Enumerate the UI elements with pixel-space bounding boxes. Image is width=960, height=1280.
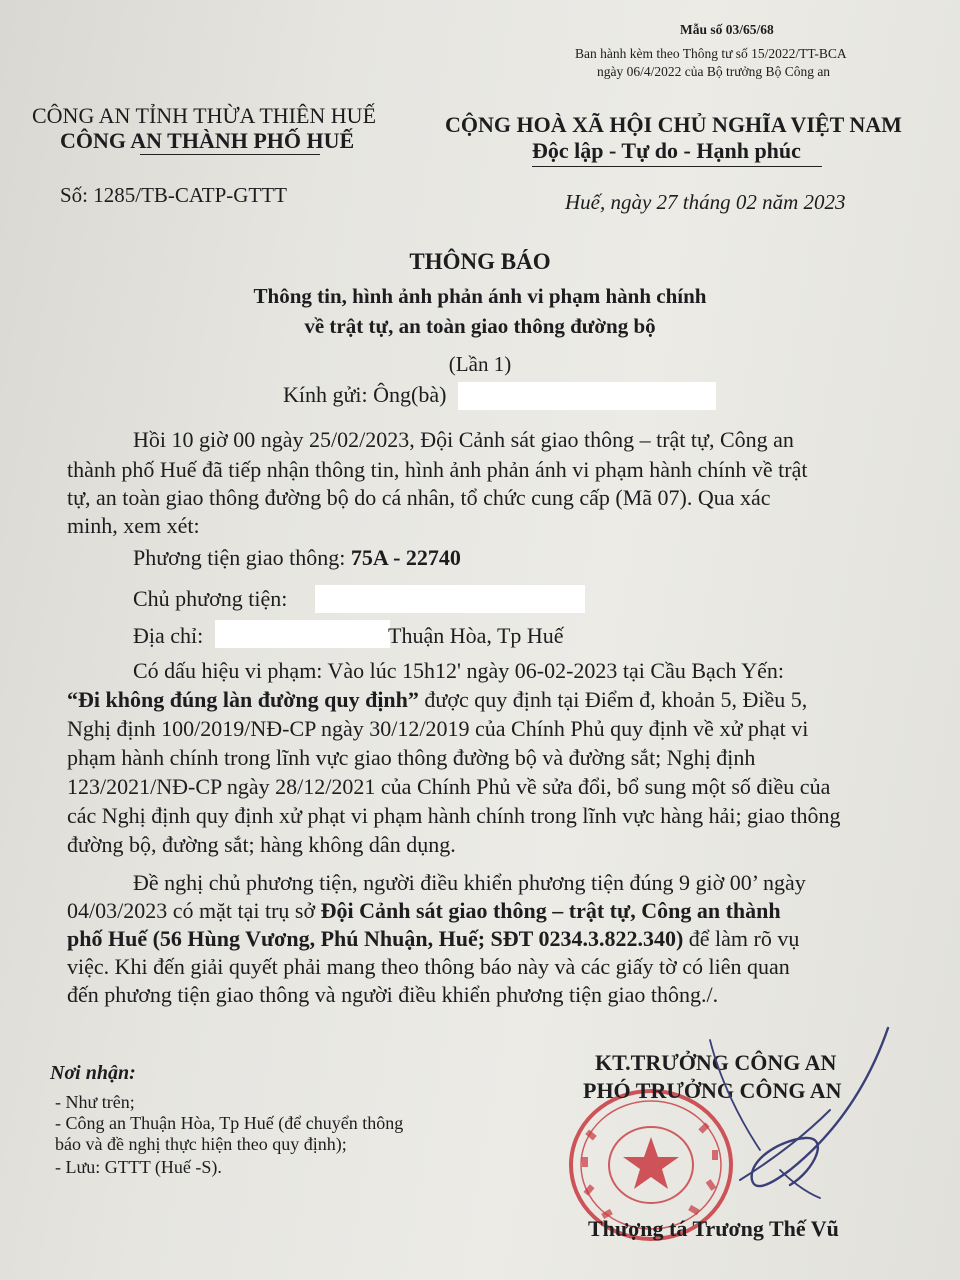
intro-line-1: Hồi 10 giờ 00 ngày 25/02/2023, Đội Cảnh sát giao thông – trật tự, Công an <box>133 427 794 452</box>
recipients-title: Nơi nhận: <box>50 1062 136 1084</box>
redacted-recipient-name <box>458 382 716 410</box>
request-line-3-rest: để làm rõ vụ <box>683 926 800 951</box>
agency-parent: CÔNG AN TỈNH THỪA THIÊN HUẾ <box>32 103 377 128</box>
agency-underline <box>140 154 320 155</box>
recipients-item-2: - Công an Thuận Hòa, Tp Huế (để chuyển thông <box>55 1113 404 1133</box>
violation-line-5: 123/2021/NĐ-CP ngày 28/12/2021 của Chính Phủ về sửa đổi, bổ sung một số điều của <box>67 774 831 799</box>
violation-act: “Đi không đúng làn đường quy định” <box>67 687 419 712</box>
form-issued-line2: ngày 06/4/2022 của Bộ trưởng Bộ Công an <box>597 64 831 79</box>
nation-name: CỘNG HOÀ XÃ HỘI CHỦ NGHĨA VIỆT NAM <box>445 112 902 137</box>
national-motto: Độc lập - Tự do - Hạnh phúc <box>532 138 801 163</box>
intro-line-3: tự, an toàn giao thông đường bộ do cá nhân, tổ chức cung cấp (Mã 07). Qua xác <box>67 485 771 510</box>
document-number: Số: 1285/TB-CATP-GTTT <box>60 183 287 207</box>
violation-line-2 <box>67 687 807 713</box>
motto-underline <box>532 166 822 167</box>
violation-line-7: đường bộ, đường sắt; hàng không dân dụng. <box>67 832 456 857</box>
signature-title-2: PHÓ TRƯỞNG CÔNG AN <box>583 1078 842 1103</box>
signature-title-1: KT.TRƯỞNG CÔNG AN <box>595 1050 837 1075</box>
violation-line-1: Có dấu hiệu vi phạm: Vào lúc 15h12' ngày 06-02-2023 tại Cầu Bạch Yến: <box>133 658 785 683</box>
signer-name: Thượng tá Trương Thế Vũ <box>588 1216 839 1241</box>
request-line-4: việc. Khi đến giải quyết phải mang theo thông báo này và các giấy tờ có liên quan <box>67 954 790 979</box>
handwritten-signature <box>640 1020 900 1210</box>
request-line-3 <box>67 926 799 952</box>
request-address: phố Huế (56 Hùng Vương, Phú Nhuận, Huế; SĐT 0234.3.822.340) <box>67 926 684 951</box>
violation-line-3: Nghị định 100/2019/NĐ-CP ngày 30/12/2019 của Chính Phủ quy định về xử phạt vi <box>67 716 809 741</box>
request-line-2-pre: 04/03/2023 có mặt tại trụ sở <box>67 898 321 923</box>
redacted-owner-name <box>315 585 585 613</box>
request-unit: Đội Cảnh sát giao thông – trật tự, Công an thành <box>320 898 781 923</box>
vehicle-label: Phương tiện giao thông: <box>133 545 346 570</box>
address-visible: Thuận Hòa, Tp Huế <box>388 623 564 648</box>
form-number: Mẫu số 03/65/68 <box>680 22 774 37</box>
license-plate: 75A - 22740 <box>350 545 461 570</box>
redacted-address <box>215 620 390 648</box>
recipients-item-4: - Lưu: GTTT (Huế -S). <box>55 1157 222 1177</box>
form-issued-line1: Ban hành kèm theo Thông tư số 15/2022/TT-BCA <box>575 46 847 61</box>
document-subtitle-2: về trật tự, an toàn giao thông đường bộ <box>304 314 656 338</box>
address-label: Địa chỉ: <box>133 623 204 648</box>
vehicle-row <box>133 545 461 571</box>
violation-line-2-rest: được quy định tại Điểm đ, khoản 5, Điều 5, <box>418 687 808 712</box>
intro-line-4: minh, xem xét: <box>67 513 200 538</box>
recipients-item-3: báo và đề nghị thực hiện theo quy định); <box>55 1134 347 1154</box>
recipient-label: Kính gửi: Ông(bà) <box>283 382 447 407</box>
request-line-2 <box>67 898 781 924</box>
notice-round: (Lần 1) <box>448 352 512 376</box>
agency-name: CÔNG AN THÀNH PHỐ HUẾ <box>60 128 355 153</box>
intro-line-2: thành phố Huế đã tiếp nhận thông tin, hình ảnh phản ánh vi phạm hành chính về trật <box>67 457 808 482</box>
violation-line-6: các Nghị định quy định xử phạt vi phạm hành chính trong lĩnh vực hàng hải; giao thông <box>67 803 841 828</box>
place-date: Huế, ngày 27 tháng 02 năm 2023 <box>565 190 846 214</box>
violation-line-4: phạm hành chính trong lĩnh vực giao thông đường bộ và đường sắt; Nghị định <box>67 745 756 770</box>
document-title: THÔNG BÁO <box>409 249 551 274</box>
owner-label: Chủ phương tiện: <box>133 586 288 611</box>
document-subtitle-1: Thông tin, hình ảnh phản ánh vi phạm hành chính <box>253 284 707 308</box>
request-line-1: Đề nghị chủ phương tiện, người điều khiển phương tiện đúng 9 giờ 00’ ngày <box>133 870 806 895</box>
recipients-item-1: - Như trên; <box>55 1092 135 1112</box>
request-line-5: đến phương tiện giao thông và người điều khiển phương tiện giao thông./. <box>67 982 719 1007</box>
